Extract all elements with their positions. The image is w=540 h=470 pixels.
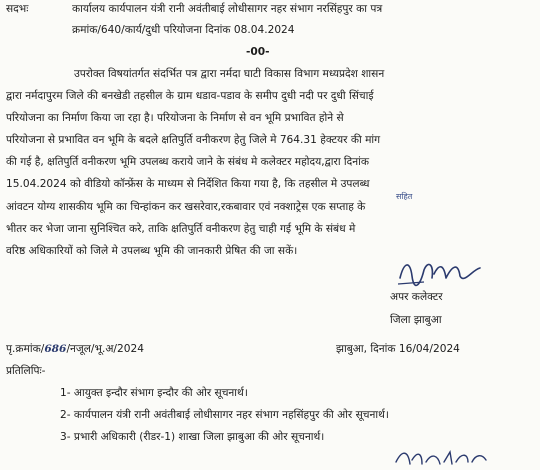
handwritten-insert: सहित: [396, 192, 413, 201]
body-line-6: 15.04.2024 को वीडियो कॉन्फ्रेंस के माध्यम से निर्देशित किया गया है, कि तहसील मे उपलब्ध: [6, 178, 370, 190]
body-line-7: आंवटन योग्य शासकीय भूमि का चिन्हांकन कर खसरेवार,रकबावार एवं नक्शाट्रेस एक सप्ताह के: [6, 201, 366, 213]
body-line-9: वरिष्ठ अधिकारियों को जिले मे उपलब्ध भूमि की जानकारी प्रेषित की जा सकें।: [6, 245, 298, 257]
signature-scrawl: [394, 256, 490, 292]
copy-item-3: 3- प्रभारी अधिकारी (रीडर-1) शाखा जिला झाबुआ की ओर सूचनार्थ।: [60, 431, 325, 443]
endorsement-reference: [6, 342, 144, 356]
copy-item-2: 2- कार्यपालन यंत्री रानी अवंतीबाई लोधीसागर नहर संभाग नहसिंहपुर की ओर सूचनार्थ।: [60, 409, 389, 421]
ref-number-handwritten: 686: [44, 343, 67, 355]
body-line-8: भीतर कर भेजा जाना सुनिश्चित करे, ताकि क्षतिपुर्ति वनीकरण हेतु चाही गई भूमि के संबंध मे: [6, 223, 356, 235]
body-line-2: द्वारा नर्मदापुरम जिले की बनखेडी तहसील के ग्राम धडाव-पडाव के समीप दुधी नदी पर दुधी सिंचाई: [6, 90, 374, 102]
reference-line-1: कार्यालय कार्यपालन यंत्री रानी अवंतीबाई लोधीसागर नहर संभाग नरसिंहपुर का पत्र: [72, 3, 383, 15]
body-line-4: परियोजना से प्रभावित वन भूमि के बदले क्षतिपुर्ति वनीकरण हेतु जिले मे 764.31 हेक्टयर की मांग: [6, 134, 381, 146]
ref-prefix: पृ.क्रमांक/: [6, 343, 45, 355]
reference-line-2: क्रमांक/640/कार्य/दुधी परियोजना दिनांक 08.04.2024: [72, 24, 295, 36]
body-line-3: परियोजना का निर्माण किया जा रहा है। परियोजना के निर्माण से वन भूमि प्रभावित होने से: [6, 112, 344, 124]
body-line-5: की गई है, क्षतिपुर्ति वनीकरण भूमि उपलब्ध कराये जाने के संबंध मे कलेक्टर महोदय,द्वारा दिनांक: [6, 156, 370, 168]
place-and-date: झाबुआ, दिनांक 16/04/2024: [336, 343, 460, 355]
separator-mark: -00-: [246, 46, 270, 58]
copy-to-label: प्रतिलिपिः-: [6, 365, 46, 377]
copy-item-1: 1- आयुक्त इन्दौर संभाग इन्दौर की ओर सूचनार्थ।: [60, 387, 248, 399]
ref-suffix: /नजूल/भू.अ/2024: [66, 343, 144, 355]
body-line-1: उपरोक्त विषयांतर्गत संदर्भित पत्र द्वारा नर्मदा घाटी विकास विभाग मध्यप्रदेश शासन: [74, 68, 385, 80]
signatory-district: जिला झाबुआ: [390, 314, 442, 326]
signatory-designation: अपर कलेक्टर: [390, 291, 443, 303]
subject-label: सदभः: [6, 3, 29, 15]
